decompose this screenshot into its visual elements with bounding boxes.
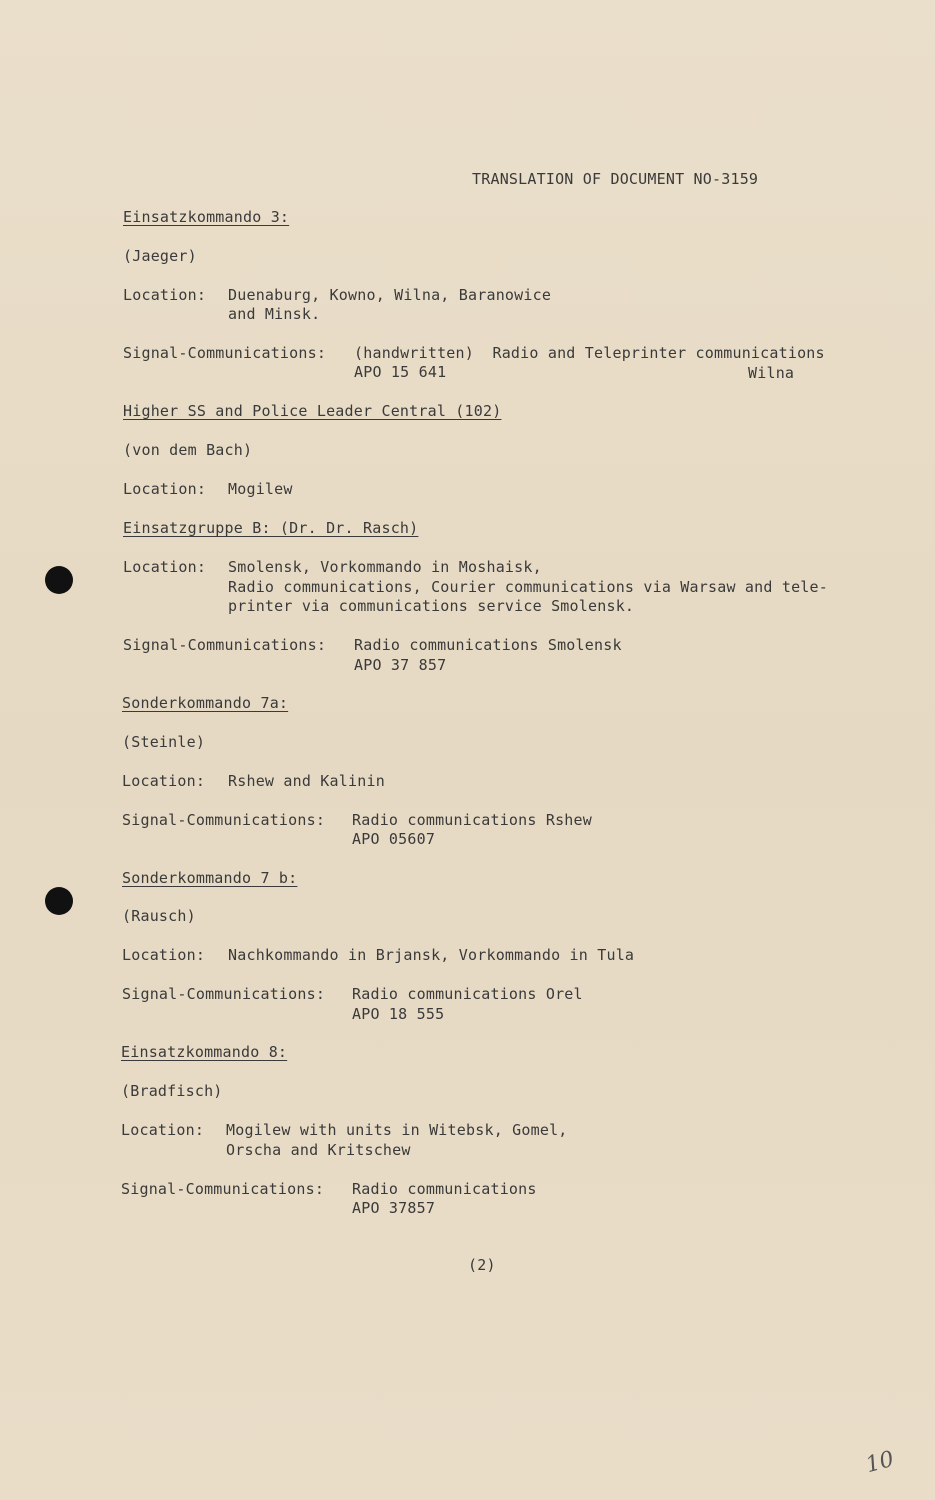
section-person: (Rausch) bbox=[122, 907, 196, 925]
location-line: Radio communications, Courier communications via Warsaw and tele- bbox=[228, 578, 828, 596]
location-label: Location: bbox=[121, 1121, 205, 1139]
signal-label: Signal-Communications: bbox=[122, 811, 326, 829]
location-line: Duenaburg, Kowno, Wilna, Baranowice bbox=[228, 286, 552, 304]
punch-hole-upper bbox=[45, 566, 73, 594]
section-heading: Sonderkommando 7 b: bbox=[122, 869, 298, 887]
document-title: TRANSLATION OF DOCUMENT NO-3159 bbox=[472, 170, 759, 188]
location-line: Smolensk, Vorkommando in Moshaisk, bbox=[228, 558, 542, 576]
punch-hole-lower bbox=[45, 887, 73, 915]
location-label: Location: bbox=[122, 946, 206, 964]
signal-label: Signal-Communications: bbox=[123, 344, 327, 362]
section-heading: Einsatzkommando 3: bbox=[123, 208, 290, 226]
location-label: Location: bbox=[122, 772, 206, 790]
signal-line: Radio communications Orel bbox=[352, 985, 583, 1003]
location-line: Mogilew bbox=[228, 480, 293, 498]
signal-line: APO 15 641 bbox=[354, 363, 447, 381]
location-label: Location: bbox=[123, 480, 207, 498]
location-label: Location: bbox=[123, 558, 207, 576]
section-heading: Sonderkommando 7a: bbox=[122, 694, 289, 712]
signal-label: Signal-Communications: bbox=[122, 985, 326, 1003]
signal-line: (handwritten) Radio and Teleprinter communications bbox=[354, 344, 825, 362]
section-heading: Higher SS and Police Leader Central (102) bbox=[123, 402, 502, 420]
section-heading: Einsatzkommando 8: bbox=[121, 1043, 288, 1061]
location-label: Location: bbox=[123, 286, 207, 304]
location-line: printer via communications service Smolensk. bbox=[228, 597, 635, 615]
section-person: (Bradfisch) bbox=[121, 1082, 223, 1100]
signal-extra: Wilna bbox=[748, 364, 795, 382]
section-heading: Einsatzgruppe B: (Dr. Dr. Rasch) bbox=[123, 519, 419, 537]
location-line: Mogilew with units in Witebsk, Gomel, bbox=[226, 1121, 568, 1139]
location-line: Nachkommando in Brjansk, Vorkommando in Tula bbox=[228, 946, 635, 964]
signal-line: Radio communications Smolensk bbox=[354, 636, 622, 654]
signal-line: Radio communications bbox=[352, 1180, 537, 1198]
handwritten-mark: 10 bbox=[863, 1446, 897, 1479]
signal-line: APO 37 857 bbox=[354, 656, 447, 674]
signal-label: Signal-Communications: bbox=[123, 636, 327, 654]
location-line: Rshew and Kalinin bbox=[228, 772, 385, 790]
section-person: (Steinle) bbox=[122, 733, 206, 751]
signal-line: APO 05607 bbox=[352, 830, 436, 848]
signal-label: Signal-Communications: bbox=[121, 1180, 325, 1198]
location-line: Orscha and Kritschew bbox=[226, 1141, 411, 1159]
page-number: (2) bbox=[468, 1256, 496, 1274]
section-person: (von dem Bach) bbox=[123, 441, 253, 459]
signal-line: APO 37857 bbox=[352, 1199, 436, 1217]
location-line: and Minsk. bbox=[228, 305, 321, 323]
signal-line: APO 18 555 bbox=[352, 1005, 445, 1023]
section-person: (Jaeger) bbox=[123, 247, 197, 265]
signal-line: Radio communications Rshew bbox=[352, 811, 592, 829]
